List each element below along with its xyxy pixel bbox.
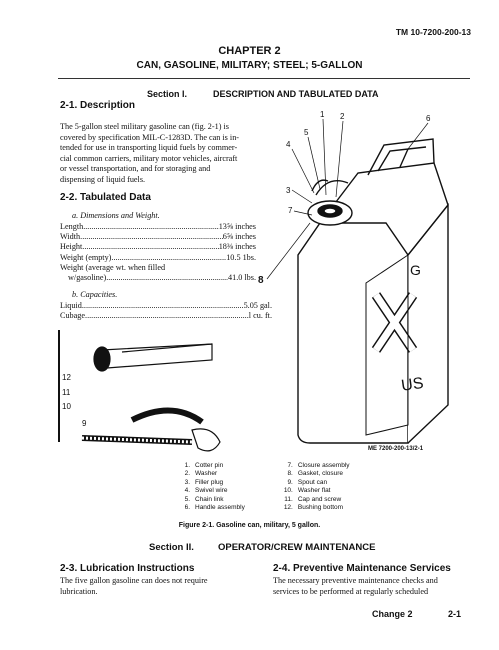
legend-item: 8. Gasket, closure: [287, 470, 344, 478]
legend-item: 9. Spout can: [287, 478, 328, 486]
legend-item: 6. Handle assembly: [184, 504, 245, 512]
legend-item: 12. Bushing bottom: [283, 504, 344, 512]
callout-7: 7: [288, 206, 293, 215]
callout-6: 6: [426, 114, 431, 123]
lubrication-text: The five gallon gasoline can does not require lubrication.: [60, 576, 208, 596]
callout-8: 8: [258, 275, 264, 286]
tabulated-heading: 2-2. Tabulated Data: [60, 192, 151, 203]
lubrication-heading: 2-3. Lubrication Instructions: [60, 563, 195, 574]
capacities-heading: b. Capacities.: [72, 290, 118, 299]
dimensions-heading: a. Dimensions and Weight.: [72, 211, 160, 220]
figure-legend: [172, 462, 350, 512]
pm-text: The necessary preventive maintenance checks and services to be performed at regularly scheduled: [273, 576, 438, 596]
image-code: ME 7200-200-13/2-1: [368, 446, 424, 452]
callout-1: 1: [320, 110, 325, 119]
legend-item: 1. Cotter pin: [184, 462, 224, 469]
table-row: Height ..... 18⅜ inches: [60, 242, 256, 252]
legend-item: 2. Washer: [184, 470, 218, 478]
table-row: Liquid ..... 5.05 gal.: [60, 301, 272, 311]
inset-rule: [58, 330, 60, 442]
section-label: Section I.: [147, 89, 188, 99]
legend-item: 7. Closure assembly: [287, 462, 350, 469]
callout-9: 9: [82, 419, 87, 428]
table-row: Weight (empty) ..... 10.5 1bs.: [60, 253, 256, 263]
chapter-title: CAN, GASOLINE, MILITARY; STEEL; 5-GALLON: [136, 60, 363, 71]
spout-illustration: [62, 330, 242, 470]
table-row: Cubage ..... l cu. ft.: [60, 311, 272, 321]
callout-3: 3: [286, 186, 291, 195]
callout-5: 5: [304, 128, 309, 137]
table-row: w/gasoline) ..... 41.0 lbs.: [60, 273, 256, 283]
table-row: Length ..... 13⅝ inches: [60, 222, 256, 232]
jerry-can-illustration: [258, 105, 470, 455]
table-row: Weight (average wt. when filled: [60, 262, 166, 272]
change-number: Change 2: [372, 609, 413, 619]
legend-item: 5. Chain link: [184, 495, 224, 503]
section2-title: OPERATOR/CREW MAINTENANCE: [218, 542, 376, 553]
callout-2: 2: [340, 112, 345, 121]
chapter-rule: [58, 78, 470, 79]
callout-10: 10: [62, 402, 71, 411]
can-marking: US: [400, 374, 425, 395]
section-title: DESCRIPTION AND TABULATED DATA: [213, 89, 379, 99]
description-text: The 5-gallon steel military gasoline can (fig. 2-1) is covered by specification MIL-C-1283D. The can is in- tended for use in transporting liquid fuels by commer- cial common carriers, military motor vehicles, aircraft or vessel transportation, and for storaging and dispensing of liquid fuels.: [60, 122, 240, 184]
description-heading: 2-1. Description: [60, 100, 136, 111]
legend-item: 11. Cap and screw: [284, 495, 342, 503]
can-letter: G: [410, 262, 421, 278]
legend-item: 10. Washer flat: [283, 487, 331, 495]
capacities-table: [60, 301, 272, 321]
table-row: Width ..... 6⅝ inches: [60, 232, 256, 242]
document-number: TM 10-7200-200-13: [395, 27, 471, 37]
chapter-label: CHAPTER 2: [218, 45, 281, 57]
dimensions-table: [60, 222, 256, 283]
section2-label: Section II.: [149, 542, 194, 553]
callout-12: 12: [62, 373, 71, 382]
page-number: 2-1: [448, 609, 462, 619]
legend-item: 4. Swivel wire: [184, 487, 228, 495]
figure-caption: Figure 2-1. Gasoline can, military, 5 gallon.: [178, 522, 321, 529]
legend-item: 3. Filler plug: [184, 478, 224, 486]
callout-11: 11: [62, 388, 71, 397]
pm-heading: 2-4. Preventive Maintenance Services: [273, 563, 451, 574]
callout-4: 4: [286, 140, 291, 149]
